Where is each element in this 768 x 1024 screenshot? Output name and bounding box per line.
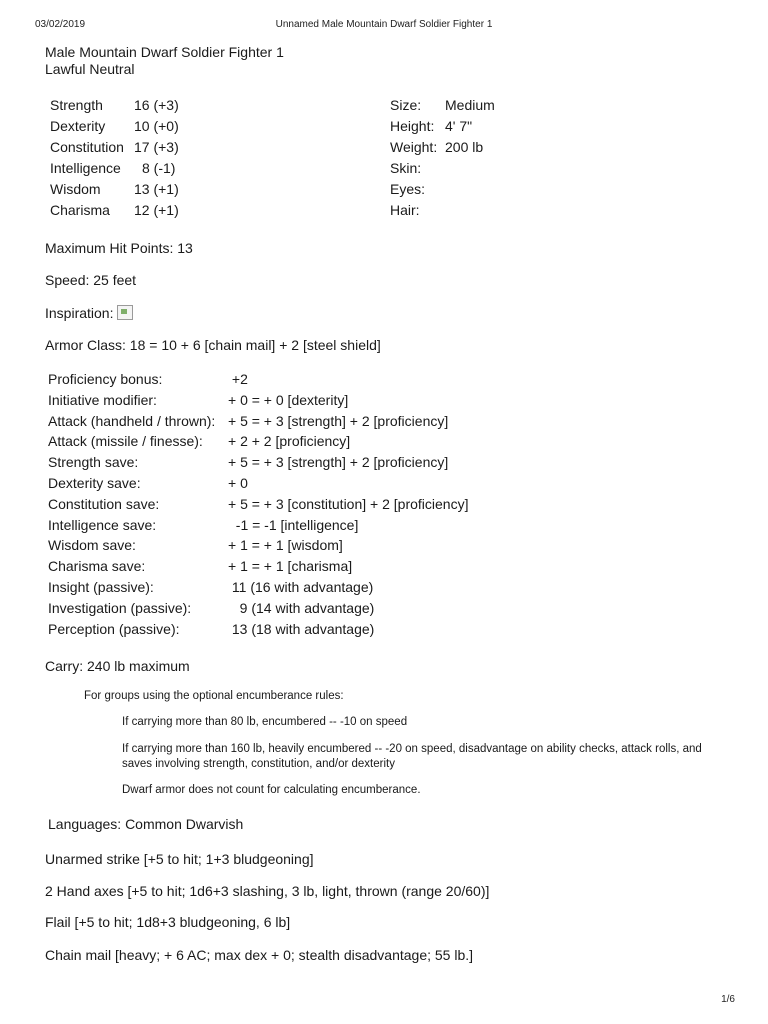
trait-label: Size: <box>390 97 422 113</box>
ability-name: Wisdom <box>50 181 101 197</box>
trait-row-weight <box>390 139 495 160</box>
row-label: Proficiency bonus: <box>48 371 163 387</box>
row-label: Initiative modifier: <box>48 391 157 408</box>
ability-row-intelligence <box>50 160 179 181</box>
row-value: + 0 = + 0 [dexterity] <box>228 391 349 408</box>
ability-row-charisma <box>50 202 179 223</box>
encumbrance-rule-encumbered: If carrying more than 80 lb, encumbered -- -10 on speed <box>122 716 408 728</box>
attack-flail: Flail [+5 to hit; 1d8+3 bludgeoning, 6 lb] <box>45 914 291 930</box>
trait-label: Skin: <box>390 160 422 176</box>
table-row <box>48 433 468 454</box>
trait-row-eyes <box>390 181 495 202</box>
table-row <box>48 392 468 413</box>
table-row <box>48 537 468 558</box>
row-label: Wisdom save: <box>48 537 136 554</box>
row-value: 13 (18 with advantage) <box>228 620 375 637</box>
inspiration-label: Inspiration: <box>45 305 114 321</box>
row-value: + 2 + 2 [proficiency] <box>228 433 351 450</box>
character-title: Male Mountain Dwarf Soldier Fighter 1 <box>45 44 284 60</box>
row-label: Dexterity save: <box>48 474 141 491</box>
trait-label: Weight: <box>390 139 438 155</box>
row-value: 11 (16 with advantage) <box>228 578 374 595</box>
speed: Speed: 25 feet <box>45 272 137 288</box>
trait-value: Medium <box>445 97 495 113</box>
trait-row-size <box>390 97 495 118</box>
proficiency-table <box>48 371 468 641</box>
row-label: Insight (passive): <box>48 578 154 595</box>
table-row <box>48 454 468 475</box>
table-row <box>48 475 468 496</box>
row-label: Strength save: <box>48 454 139 471</box>
ability-value: 16 (+3) <box>134 97 179 113</box>
row-label: Investigation (passive): <box>48 599 192 616</box>
armor-chain-mail: Chain mail [heavy; + 6 AC; max dex + 0; stealth disadvantage; 55 lb.] <box>45 947 474 963</box>
row-label: Attack (missile / finesse): <box>48 433 203 450</box>
ability-value: 13 (+1) <box>134 181 179 197</box>
attack-hand-axes: 2 Hand axes [+5 to hit; 1d6+3 slashing, 3 lb, light, thrown (range 20/60)] <box>45 883 490 899</box>
ability-name: Dexterity <box>50 118 106 134</box>
page-number: 1/6 <box>721 994 735 1005</box>
row-label: Attack (handheld / thrown): <box>48 412 216 429</box>
ability-name: Strength <box>50 97 103 113</box>
encumbrance-rule-dwarf-armor: Dwarf armor does not count for calculating encumberance. <box>122 784 421 796</box>
row-label: Perception (passive): <box>48 620 180 637</box>
table-row <box>48 517 468 538</box>
table-row <box>48 558 468 579</box>
ability-name: Intelligence <box>50 160 121 176</box>
table-row <box>48 496 468 517</box>
table-row <box>48 371 468 392</box>
trait-value: 4' 7" <box>445 118 473 134</box>
row-value: 9 (14 with advantage) <box>228 599 375 616</box>
row-label: Constitution save: <box>48 495 160 512</box>
broken-image-icon <box>117 305 133 320</box>
row-label: Intelligence save: <box>48 516 157 533</box>
ability-value: 10 (+0) <box>134 118 179 134</box>
encumbrance-intro: For groups using the optional encumberance rules: <box>84 690 344 702</box>
trait-label: Height: <box>390 118 435 134</box>
encumbrance-rule-heavy: If carrying more than 160 lb, heavily encumbered -- -20 on speed, disadvantage on ability checks, attack rolls, and saves involving strength, constitution, and/or dexterity <box>122 743 702 770</box>
armor-class: Armor Class: 18 = 10 + 6 [chain mail] + 2 [steel shield] <box>45 337 381 353</box>
trait-value: 200 lb <box>445 139 484 155</box>
physical-traits <box>390 97 495 223</box>
ability-name: Charisma <box>50 202 110 218</box>
ability-row-strength <box>50 97 179 118</box>
document-title: Unnamed Male Mountain Dwarf Soldier Fighter 1 <box>275 19 493 30</box>
trait-label: Eyes: <box>390 181 426 197</box>
ability-value: 12 (+1) <box>134 202 179 218</box>
ability-row-constitution <box>50 139 179 160</box>
row-value: -1 = -1 [intelligence] <box>228 516 359 533</box>
row-value: + 0 <box>228 474 248 491</box>
row-value: + 5 = + 3 [strength] + 2 [proficiency] <box>228 454 449 471</box>
row-value: + 5 = + 3 [strength] + 2 [proficiency] <box>228 412 449 429</box>
ability-row-wisdom <box>50 181 179 202</box>
row-value: + 1 = + 1 [charisma] <box>228 558 353 575</box>
row-value: + 5 = + 3 [constitution] + 2 [proficiency] <box>228 495 469 512</box>
carry-maximum: Carry: 240 lb maximum <box>45 658 190 674</box>
attack-unarmed-strike: Unarmed strike [+5 to hit; 1+3 bludgeoning] <box>45 851 314 867</box>
ability-row-dexterity <box>50 118 179 139</box>
languages: Languages: Common Dwarvish <box>48 816 244 832</box>
character-alignment: Lawful Neutral <box>45 61 135 77</box>
ability-name: Constitution <box>50 139 124 155</box>
ability-value: 8 (-1) <box>142 160 176 176</box>
table-row <box>48 579 468 600</box>
inspiration <box>45 305 133 321</box>
table-row <box>48 600 468 621</box>
trait-row-height <box>390 118 495 139</box>
trait-row-hair <box>390 202 495 223</box>
row-value: + 1 = + 1 [wisdom] <box>228 537 343 554</box>
trait-label: Hair: <box>390 202 420 218</box>
ability-scores <box>50 97 179 223</box>
print-date: 03/02/2019 <box>35 19 86 30</box>
table-row <box>48 621 468 642</box>
table-row <box>48 413 468 434</box>
max-hit-points: Maximum Hit Points: 13 <box>45 240 193 256</box>
row-value: +2 <box>228 371 248 387</box>
ability-value: 17 (+3) <box>134 139 179 155</box>
trait-row-skin <box>390 160 495 181</box>
row-label: Charisma save: <box>48 558 146 575</box>
